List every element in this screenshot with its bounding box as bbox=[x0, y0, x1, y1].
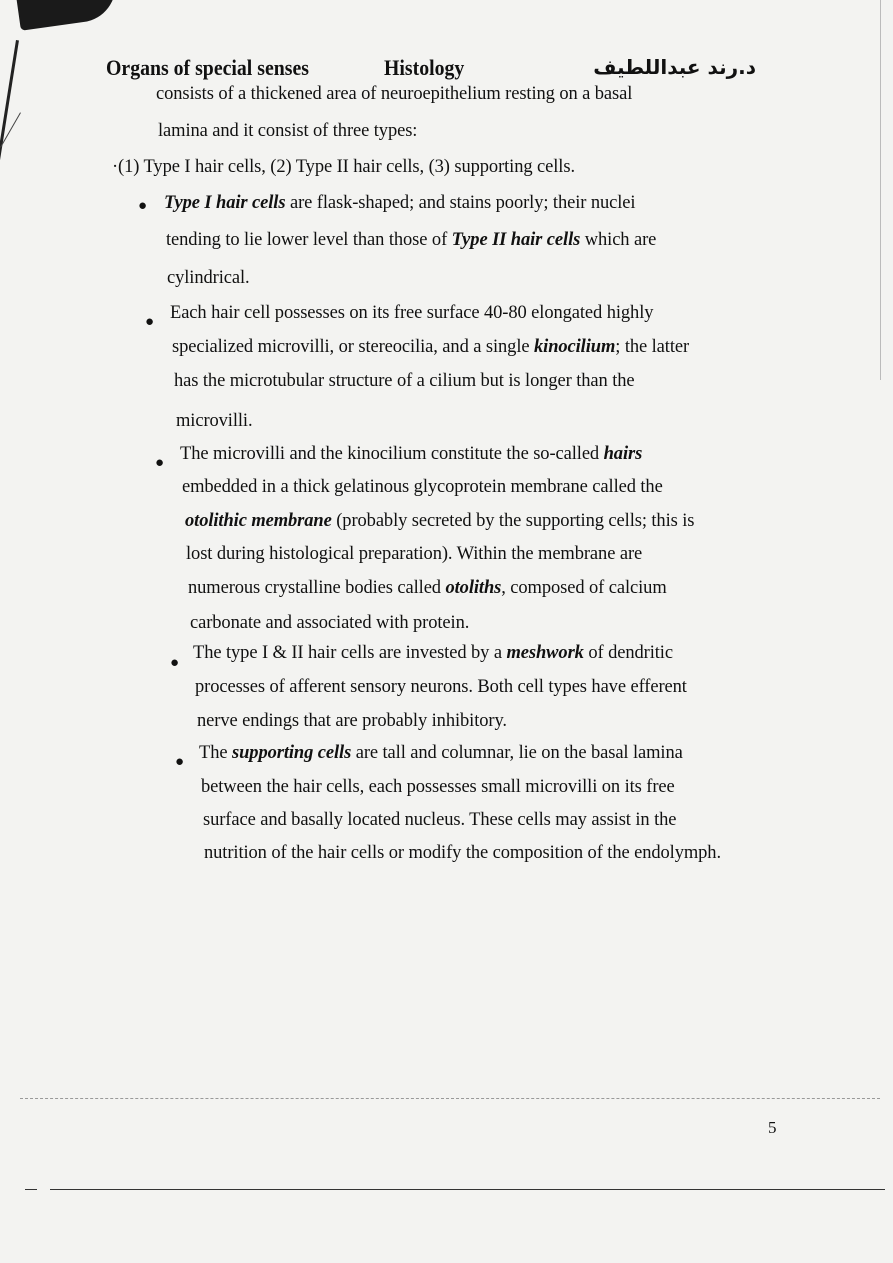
b3-line-5 bbox=[188, 578, 667, 599]
b3-line-4: lost during histological preparation). Within the membrane are bbox=[186, 544, 643, 564]
term-otoliths: otoliths bbox=[445, 578, 502, 598]
b1-line-1 bbox=[164, 193, 734, 214]
b1-line-2 bbox=[166, 230, 656, 251]
b3-line-3 bbox=[185, 511, 694, 532]
bullet-3: ● bbox=[155, 455, 165, 471]
scan-right-edge bbox=[880, 0, 881, 380]
b5-line-3: surface and basally located nucleus. These cells may assist in the bbox=[203, 810, 677, 830]
bullet-4: ● bbox=[170, 655, 180, 671]
scan-shadow bbox=[16, 0, 120, 31]
term-otolithic-membrane: otolithic membrane bbox=[185, 511, 332, 531]
b4-text-1a: The type I & II hair cells are invested by a bbox=[193, 643, 507, 663]
b5-text-1a: The bbox=[199, 743, 232, 763]
b2-text-2a: specialized microvilli, or stereocilia, and a single bbox=[172, 337, 534, 357]
scan-edge-mark bbox=[0, 40, 19, 208]
b2-line-3: has the microtubular structure of a cilium but is longer than the bbox=[174, 371, 635, 391]
types-line: ·(1) Type I hair cells, (2) Type II hair cells, (3) supporting cells. bbox=[112, 157, 575, 177]
b5-line-1 bbox=[199, 743, 683, 764]
b1-text-2a: tending to lie lower level than those of bbox=[166, 230, 452, 250]
b3-line-1 bbox=[180, 444, 642, 465]
b4-line-3: nerve endings that are probably inhibitory. bbox=[197, 711, 507, 731]
term-kinocilium: kinocilium bbox=[534, 337, 616, 357]
b5-line-2: between the hair cells, each possesses small microvilli on its free bbox=[201, 777, 675, 797]
bottom-rule-stub bbox=[25, 1189, 37, 1190]
b3-text-5a: numerous crystalline bodies called bbox=[188, 578, 446, 598]
term-supporting-cells: supporting cells bbox=[232, 743, 352, 763]
header-topic: Organs of special senses bbox=[106, 55, 309, 80]
term-type-i-hair-cells: Type I hair cells bbox=[164, 193, 286, 213]
bullet-5: ● bbox=[175, 754, 185, 770]
b5-line-4: nutrition of the hair cells or modify the composition of the endolymph. bbox=[204, 843, 721, 863]
term-meshwork: meshwork bbox=[506, 643, 584, 663]
b3-text-5b: , composed of calcium bbox=[501, 578, 667, 598]
b3-text-3: (probably secreted by the supporting cells; this is bbox=[331, 511, 695, 531]
bottom-rule bbox=[50, 1189, 885, 1190]
intro-line-1: consists of a thickened area of neuroepithelium resting on a basal bbox=[156, 84, 633, 104]
term-hairs: hairs bbox=[603, 444, 643, 464]
header-author: د.رند عبداللطيف bbox=[593, 55, 756, 79]
footer-dotted-rule bbox=[20, 1098, 880, 1099]
header-subject: Histology bbox=[384, 55, 465, 80]
page-number: 5 bbox=[768, 1118, 777, 1137]
b2-text-2b: ; the latter bbox=[615, 337, 690, 357]
b3-line-2: embedded in a thick gelatinous glycoprotein membrane called the bbox=[182, 477, 663, 497]
bullet-2: ● bbox=[145, 314, 155, 330]
intro-line-2: lamina and it consist of three types: bbox=[158, 121, 418, 141]
b4-text-1b: of dendritic bbox=[583, 643, 673, 663]
b5-text-1b: are tall and columnar, lie on the basal lamina bbox=[351, 743, 683, 763]
bullet-1: ● bbox=[138, 198, 148, 214]
b1-text-2b: which are bbox=[580, 230, 657, 250]
b4-line-1 bbox=[193, 643, 673, 664]
b1-text-1: are flask-shaped; and stains poorly; their nuclei bbox=[285, 193, 636, 213]
b2-line-4: microvilli. bbox=[176, 411, 253, 431]
page-header bbox=[106, 55, 756, 85]
b3-line-6: carbonate and associated with protein. bbox=[190, 613, 470, 633]
term-type-ii-hair-cells: Type II hair cells bbox=[451, 230, 581, 250]
b2-line-1: Each hair cell possesses on its free surface 40-80 elongated highly bbox=[170, 303, 654, 323]
b2-line-2 bbox=[172, 337, 689, 358]
b1-line-3: cylindrical. bbox=[167, 268, 250, 288]
b4-line-2: processes of afferent sensory neurons. Both cell types have efferent bbox=[195, 677, 687, 697]
b3-text-1a: The microvilli and the kinocilium constitute the so-called bbox=[180, 444, 604, 464]
